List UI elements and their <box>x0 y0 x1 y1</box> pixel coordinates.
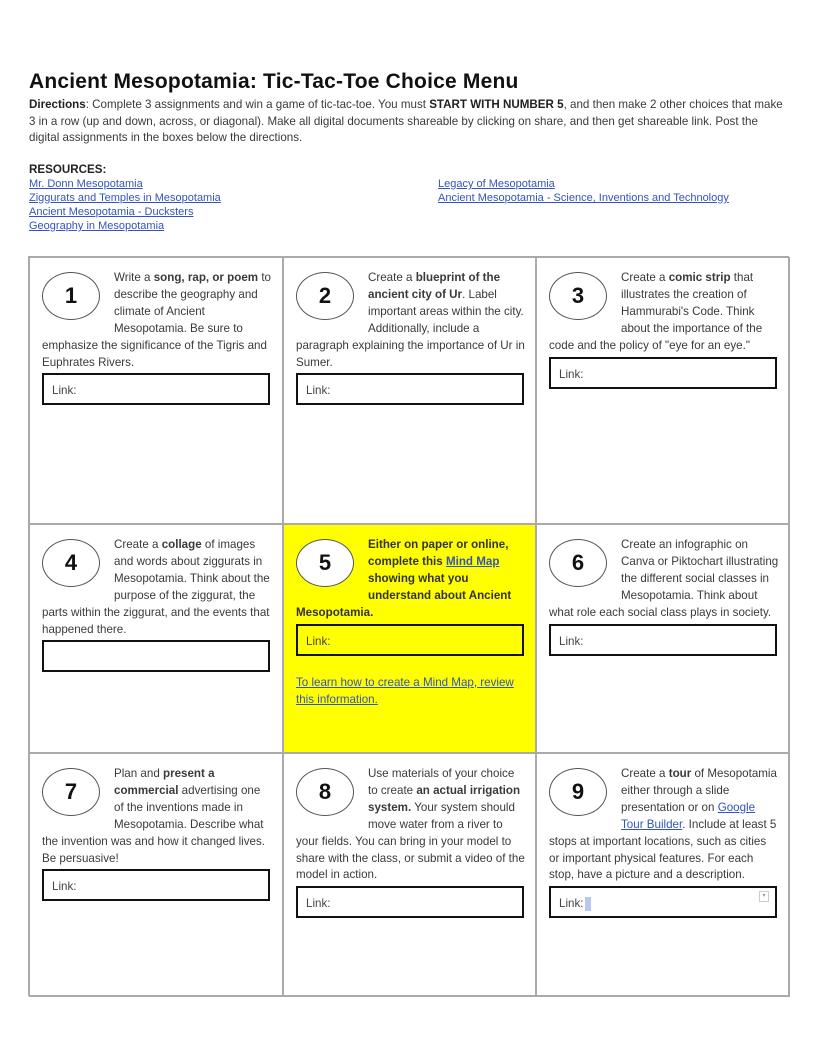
resources-heading: RESOURCES: <box>29 163 107 176</box>
choice-cell-3 <box>536 257 790 524</box>
resource-link[interactable]: Geography in Mesopotamia <box>29 220 165 232</box>
number-circle: 5 <box>296 539 354 587</box>
number-circle: 4 <box>42 539 100 587</box>
number-circle: 3 <box>549 272 607 320</box>
inline-link[interactable]: Google Tour Builder <box>621 800 756 831</box>
description-text: Create a <box>621 767 669 780</box>
description-text: showing what you understand about Ancient Mesopotamia. <box>296 571 512 619</box>
link-input[interactable] <box>296 373 524 405</box>
choice-cell-4 <box>29 524 283 753</box>
description-text: song, rap, or poem <box>153 271 259 284</box>
description-text: present a commercial <box>114 767 215 797</box>
description-text: Either on paper or online, complete this <box>368 538 509 568</box>
description-text: an actual irrigation system. <box>368 783 521 814</box>
directions <box>29 97 789 147</box>
choice-cell-6 <box>536 524 790 753</box>
description-text: to describe the geography and climate of Ancient Mesopotamia. Be sure to emphasize the significance of the Tigris and Euphrates Rivers. <box>42 271 271 369</box>
resources-left <box>29 177 409 233</box>
resource-link[interactable]: Mr. Donn Mesopotamia <box>29 178 143 190</box>
number-circle: 7 <box>42 768 100 816</box>
choice-cell-1 <box>29 257 283 524</box>
directions-emphasis: START WITH NUMBER 5 <box>429 98 564 111</box>
description-text: Plan and <box>114 767 163 780</box>
description-text: blueprint of the ancient city of Ur <box>368 271 501 301</box>
resources-right <box>438 177 768 205</box>
choice-grid <box>28 256 789 996</box>
number-circle: 6 <box>549 539 607 587</box>
choice-cell-8 <box>283 753 536 997</box>
link-label: Link: <box>52 880 77 894</box>
description-text: advertising one of the inventions made in Mesopotamia. Describe what the invention was and how it changed lives. Be persuasive! <box>42 783 265 865</box>
description-text: . Label important areas within the city. Additionally, include a paragraph explaining the importance of Ur in Sumer. <box>296 287 525 369</box>
description-text: Create a <box>621 271 669 284</box>
number-circle: 9 <box>549 768 607 816</box>
resource-link[interactable]: Ancient Mesopotamia - Ducksters <box>29 206 194 218</box>
number-circle: 1 <box>42 272 100 320</box>
link-input[interactable] <box>296 624 524 656</box>
choice-cell-7 <box>29 753 283 997</box>
description-text: Write a <box>114 271 154 284</box>
link-label: Link: <box>306 384 331 398</box>
description-text: that illustrates the creation of Hammurabi's Code. Think about the importance of the code and the policy of "eye for an eye." <box>549 271 763 352</box>
number-circle: 8 <box>296 768 354 816</box>
page-title: Ancient Mesopotamia: Tic-Tac-Toe Choice Menu <box>29 70 519 93</box>
scroll-arrow-icon[interactable]: ▾ <box>759 891 769 902</box>
link-input[interactable] <box>549 886 777 918</box>
resource-link[interactable]: Ancient Mesopotamia - Science, Inventions and Technology <box>438 192 729 204</box>
description-text: . Include at least 5 stops at important locations, such as cities or important physical features. For each stop, have a picture and a description. <box>549 817 777 882</box>
description-text: Create an infographic on Canva or Piktochart illustrating the different social classes in Mesopotamia. Think about what role each social class plays in society. <box>549 538 779 619</box>
description-text: Create a <box>368 271 416 284</box>
link-input[interactable] <box>42 869 270 901</box>
link-label: Link: <box>306 634 331 648</box>
link-label: Link: <box>559 367 584 381</box>
description-text: of images and words about ziggurats in Mesopotamia. Think about the purpose of the ziggurat, the parts within the ziggurat, and the events that happened there. <box>42 538 270 636</box>
description-text: Your system should move water from a river to your fields. You can bring in your model to share with the class, or submit a video of the model in action. <box>296 800 525 882</box>
directions-text-2: , and then make 2 other choices that make 3 in a row (up and down, across, or diagonal). Make all digital documents shareable by clicking on share, and then get shareable link. Post the digital assignments in the boxes below the directions. <box>29 98 783 144</box>
choice-cell-2 <box>283 257 536 524</box>
description-text: of Mesopotamia either through a slide presentation or on <box>621 767 777 814</box>
description-text: tour <box>668 767 692 780</box>
choice-cell-9 <box>536 753 790 997</box>
choice-cell-5 <box>283 524 536 753</box>
description-text: Create a <box>114 538 162 551</box>
resource-link[interactable]: Ziggurats and Temples in Mesopotamia <box>29 192 221 204</box>
directions-label: Directions <box>29 98 86 111</box>
inline-link[interactable]: Mind Map <box>445 554 500 568</box>
link-input[interactable] <box>549 357 777 389</box>
link-input[interactable] <box>296 886 524 918</box>
number-circle: 2 <box>296 272 354 320</box>
text-cursor <box>585 897 591 911</box>
link-input[interactable] <box>42 640 270 672</box>
resource-link[interactable]: Legacy of Mesopotamia <box>438 178 555 190</box>
mind-map-help-link[interactable]: To learn how to create a Mind Map, review this information. <box>296 675 514 706</box>
link-input[interactable] <box>549 624 777 656</box>
description-text: collage <box>161 538 202 551</box>
description-text: Use materials of your choice to create <box>368 767 515 797</box>
link-label: Link: <box>52 384 77 398</box>
directions-text: : Complete 3 assignments and win a game of tic-tac-toe. You must <box>85 98 430 111</box>
link-label: Link: <box>306 897 331 911</box>
description-text: comic strip <box>668 271 731 284</box>
link-input[interactable] <box>42 373 270 405</box>
link-label: Link: <box>559 897 584 911</box>
link-label: Link: <box>559 634 584 648</box>
